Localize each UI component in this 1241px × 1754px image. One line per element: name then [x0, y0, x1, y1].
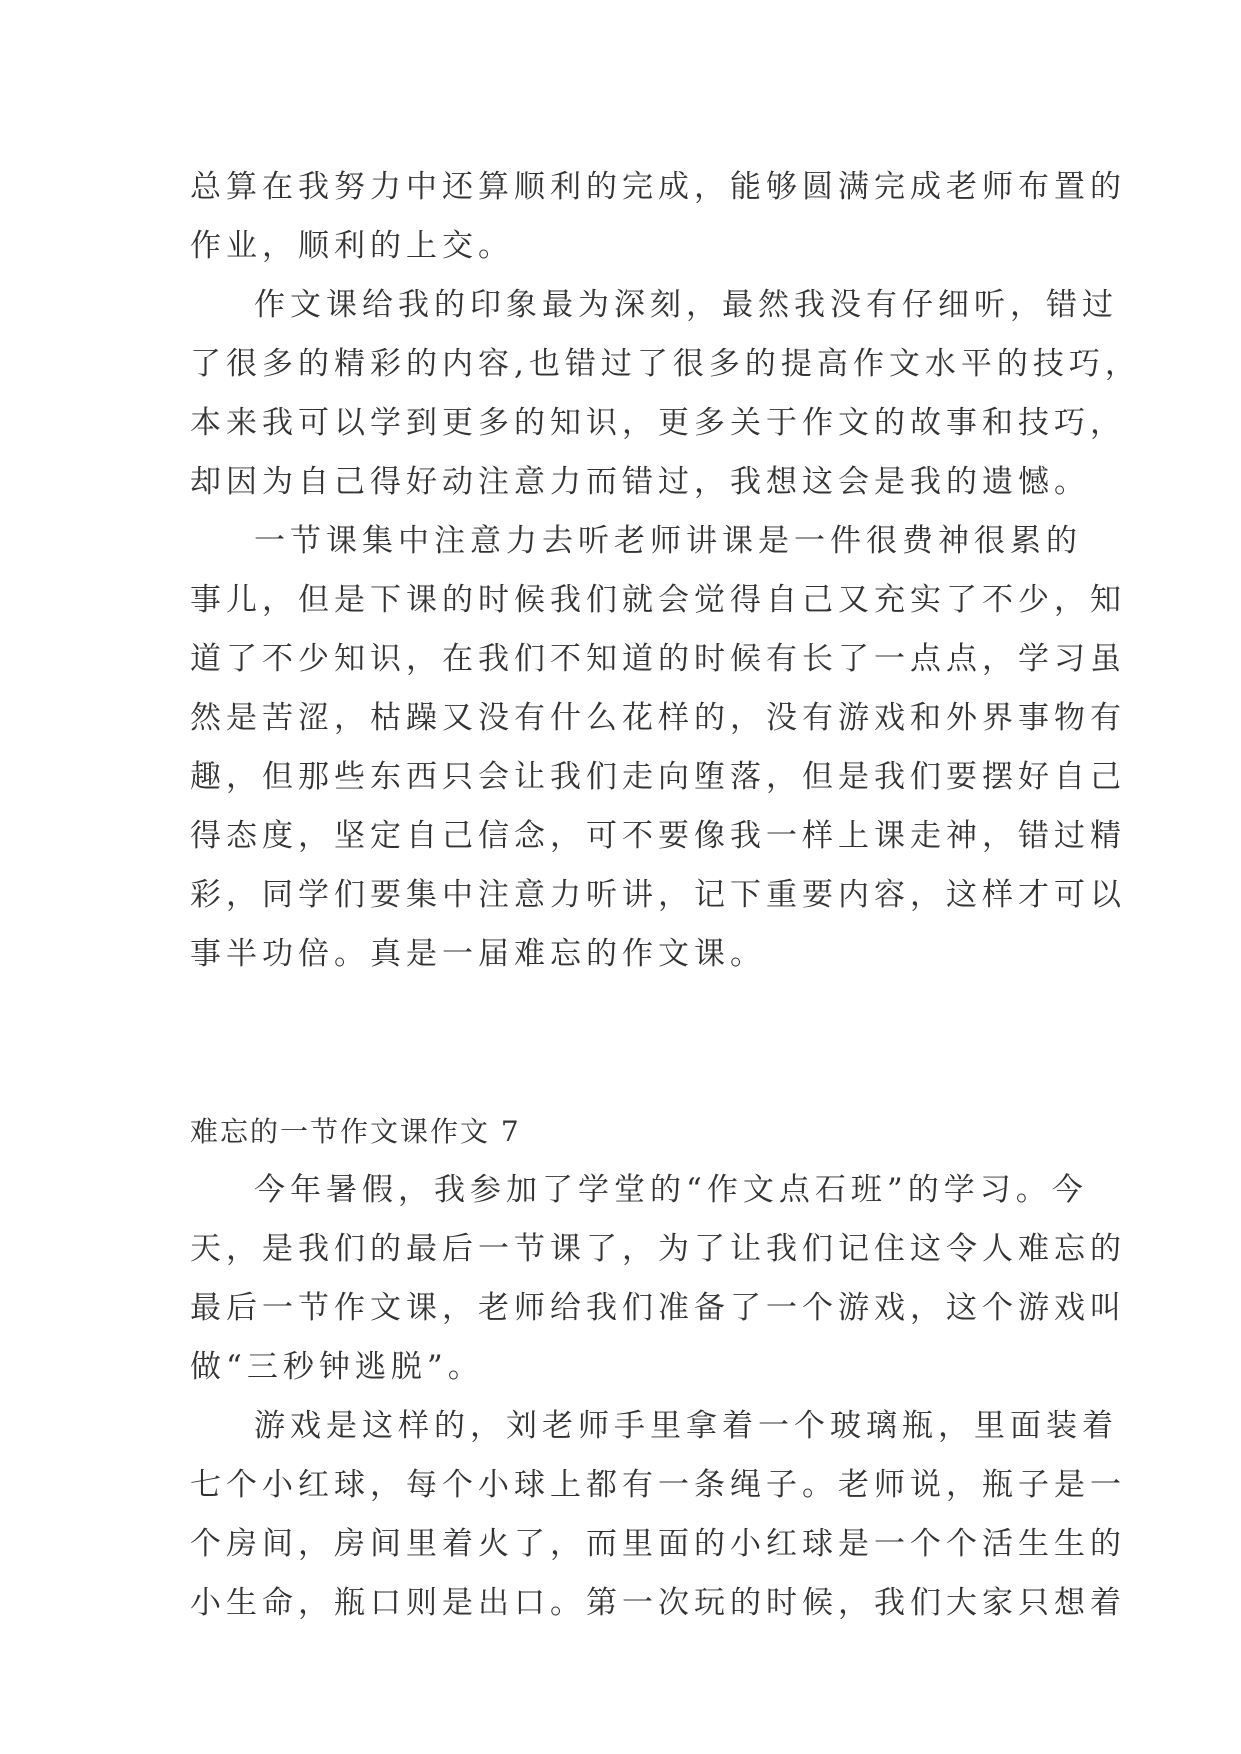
text-line: 得态度，坚定自己信念，可不要像我一样上课走神，错过精: [190, 818, 1126, 854]
text-line: 事儿，但是下课的时候我们就会觉得自己又充实了不少，知: [190, 582, 1126, 618]
text-line: 七个小红球，每个小球上都有一条绳子。老师说，瓶子是一: [190, 1467, 1126, 1503]
text-line: 游戏是这样的，刘老师手里拿着一个玻璃瓶，里面装着: [254, 1408, 1118, 1444]
text-line: 事半功倍。真是一届难忘的作文课。: [190, 936, 766, 972]
paragraph: [190, 158, 1126, 276]
text-line: 做“三秒钟逃脱”。: [190, 1349, 484, 1385]
text-line: 作文课给我的印象最为深刻，最然我没有仔细听，错过: [254, 287, 1118, 323]
text-line: 道了不少知识，在我们不知道的时候有长了一点点，学习虽: [190, 641, 1126, 677]
paragraph: [190, 276, 1141, 512]
text-line: 总算在我努力中还算顺利的完成，能够圆满完成老师布置的: [190, 169, 1126, 205]
paragraph: [190, 1397, 1126, 1633]
text-line: 彩，同学们要集中注意力听讲，记下重要内容，这样才可以: [190, 877, 1126, 913]
document-body: [190, 158, 1141, 1633]
text-line: 本来我可以学到更多的知识，更多关于作文的故事和技巧，: [190, 405, 1126, 441]
text-line: 小生命，瓶口则是出口。第一次玩的时候，我们大家只想着: [190, 1585, 1126, 1621]
section-spacer: [190, 984, 1050, 1102]
paragraph: [190, 512, 1126, 984]
text-line: 今年暑假，我参加了学堂的“作文点石班”的学习。今: [254, 1172, 1088, 1208]
section-heading: 难忘的一节作文课作文 7: [190, 1115, 521, 1148]
text-line: 一节课集中注意力去听老师讲课是一件很费神很累的: [254, 523, 1082, 559]
text-line: 个房间，房间里着火了，而里面的小红球是一个个活生生的: [190, 1526, 1126, 1562]
text-line: 作业，顺利的上交。: [190, 228, 514, 264]
text-line: 了很多的精彩的内容,也错过了很多的提高作文水平的技巧，: [190, 346, 1141, 382]
text-line: 然是苦涩，枯躁又没有什么花样的，没有游戏和外界事物有: [190, 700, 1126, 736]
text-line: 最后一节作文课，老师给我们准备了一个游戏，这个游戏叫: [190, 1290, 1126, 1326]
text-line: 趣，但那些东西只会让我们走向堕落，但是我们要摆好自己: [190, 759, 1126, 795]
text-line: 天，是我们的最后一节课了，为了让我们记住这令人难忘的: [190, 1231, 1126, 1267]
paragraph: [190, 1161, 1126, 1397]
text-line: 却因为自己得好动注意力而错过，我想这会是我的遗憾。: [190, 464, 1090, 500]
